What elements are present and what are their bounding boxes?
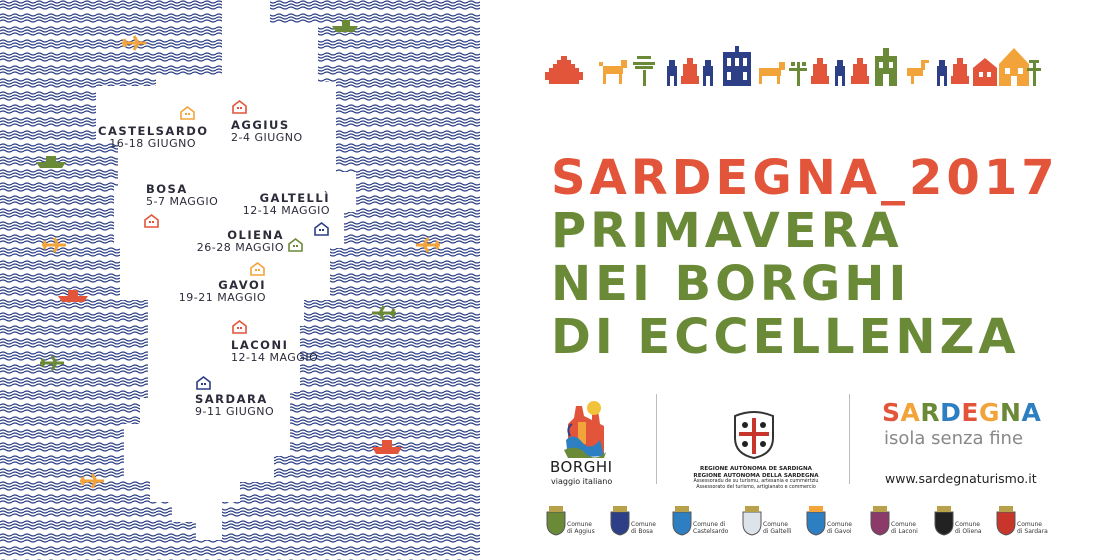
headline-line2: PRIMAVERA xyxy=(551,203,903,259)
comune-crest-icon xyxy=(609,506,631,536)
airplane-icon xyxy=(120,34,148,52)
comune-prefix: Comune xyxy=(891,521,917,528)
town-dates: 2-4 GIUGNO xyxy=(231,131,303,145)
regione-crest-icon xyxy=(731,408,777,460)
town-name: GALTELLÌ xyxy=(259,191,330,205)
town-dates: 12-14 MAGGIO xyxy=(231,351,319,365)
comune-name: di Laconi xyxy=(891,527,918,535)
comune-crest-icon xyxy=(869,506,891,536)
headline-line1: SARDEGNA_2017 xyxy=(551,150,1059,206)
airplane-icon-sw xyxy=(38,354,66,372)
comune-crest-icon xyxy=(741,506,763,536)
town-bosa xyxy=(146,183,218,209)
comune-crest-icon xyxy=(671,506,693,536)
sardegna-letter: G xyxy=(978,398,1001,427)
town-gavoi xyxy=(170,279,266,305)
town-laconi xyxy=(231,339,318,365)
town-oliena xyxy=(186,229,284,255)
sardegna-letter: N xyxy=(1000,398,1022,427)
town-name: OLIENA xyxy=(227,228,284,242)
comune-prefix: Comune xyxy=(827,521,853,528)
town-name: CASTELSARDO xyxy=(98,124,209,138)
ship-icon-nw xyxy=(34,154,68,170)
comune-name: di Aggius xyxy=(567,527,595,535)
comune-crest-icon xyxy=(933,506,955,536)
regione-line3: Assessoradu de su turismu, artesania e cummèrtziu xyxy=(693,479,819,485)
sardegna-letter: E xyxy=(961,398,979,427)
borghi-name: BORGHI xyxy=(550,458,613,476)
regione-line4: Assessorato del turismo, artigianato e commercio xyxy=(696,485,816,491)
town-dates: 19-21 MAGGIO xyxy=(178,291,266,305)
borghi-subtitle: viaggio italiano xyxy=(551,477,613,486)
airplane-icon-s xyxy=(78,472,106,490)
town-name: GAVOI xyxy=(218,278,266,292)
town-galtelli xyxy=(236,192,330,218)
sardegna-letter: R xyxy=(920,398,941,427)
ship-icon-w xyxy=(56,288,90,304)
airplane-icon-w xyxy=(40,236,68,254)
comune-name: di Galtellì xyxy=(763,527,792,535)
divider-1 xyxy=(656,394,657,484)
house-icon-laconi xyxy=(232,320,247,334)
town-castelsardo xyxy=(98,124,209,151)
house-icon-aggius xyxy=(232,100,247,114)
sardinian-motif-border xyxy=(545,42,1055,92)
website-link[interactable]: www.sardegnaturismo.it xyxy=(885,471,1037,486)
house-icon-gavoi xyxy=(250,262,265,276)
airplane-icon-e xyxy=(414,236,442,254)
comune-prefix: Comune xyxy=(567,521,593,528)
town-name: AGGIUS xyxy=(231,118,290,132)
sardegna-letter: D xyxy=(940,398,962,427)
regione-line1: REGIONE AUTÒNOMA DE SARDIGNA xyxy=(700,466,812,472)
comune-prefix: Comune xyxy=(955,521,981,528)
ship-icon xyxy=(330,18,360,34)
town-name: LACONI xyxy=(231,338,289,352)
sardegna-letter: A xyxy=(1021,398,1042,427)
comune-name: di Gavoi xyxy=(827,527,852,535)
house-icon-castelsardo xyxy=(180,106,195,120)
comune-name: di Sardara xyxy=(1017,527,1048,535)
ship-icon-se xyxy=(370,438,404,456)
sardegna-logo xyxy=(882,398,1041,427)
sardinia-map xyxy=(0,0,480,560)
headline-line4: DI ECCELLENZA xyxy=(551,309,1020,365)
town-dates: 12-14 MAGGIO xyxy=(242,204,330,218)
town-dates: 9-11 GIUGNO xyxy=(195,405,275,419)
comune-crest-icon xyxy=(805,506,827,536)
comune-name: di Bosa xyxy=(631,527,653,535)
town-dates: 5-7 MAGGIO xyxy=(146,195,219,209)
comune-name: di Oliena xyxy=(955,527,982,535)
comune-prefix: Comune xyxy=(763,521,789,528)
house-icon-bosa xyxy=(144,214,159,228)
town-name: SARDARA xyxy=(195,392,268,406)
comune-prefix: Comune xyxy=(631,521,657,528)
house-icon-oliena xyxy=(288,238,303,252)
comune-prefix: Comune di xyxy=(693,521,726,528)
town-sardara xyxy=(195,393,274,419)
comune-crest-icon xyxy=(545,506,567,536)
airplane-icon-e2 xyxy=(370,304,398,322)
town-dates: 16-18 GIUGNO xyxy=(109,137,196,151)
headline-line3: NEI BORGHI xyxy=(551,256,911,312)
sardegna-letter: A xyxy=(900,398,921,427)
regione-line2: REGIONE AUTONOMA DELLA SARDEGNA xyxy=(693,472,819,479)
house-icon-sardara xyxy=(196,376,211,390)
comuni-crests-row xyxy=(545,506,1065,544)
house-icon-galtelli xyxy=(314,222,329,236)
divider-2 xyxy=(849,394,850,484)
town-dates: 26-28 MAGGIO xyxy=(196,241,284,255)
comune-prefix: Comune xyxy=(1017,521,1043,528)
town-name: BOSA xyxy=(146,182,188,196)
sardegna-tagline: isola senza fine xyxy=(884,428,1024,449)
sardegna-letter: S xyxy=(882,398,901,427)
comune-name: Castelsardo xyxy=(693,527,729,535)
regione-text xyxy=(676,466,836,491)
headline xyxy=(551,152,1059,364)
comune-crest-icon xyxy=(995,506,1017,536)
town-aggius xyxy=(231,119,303,145)
